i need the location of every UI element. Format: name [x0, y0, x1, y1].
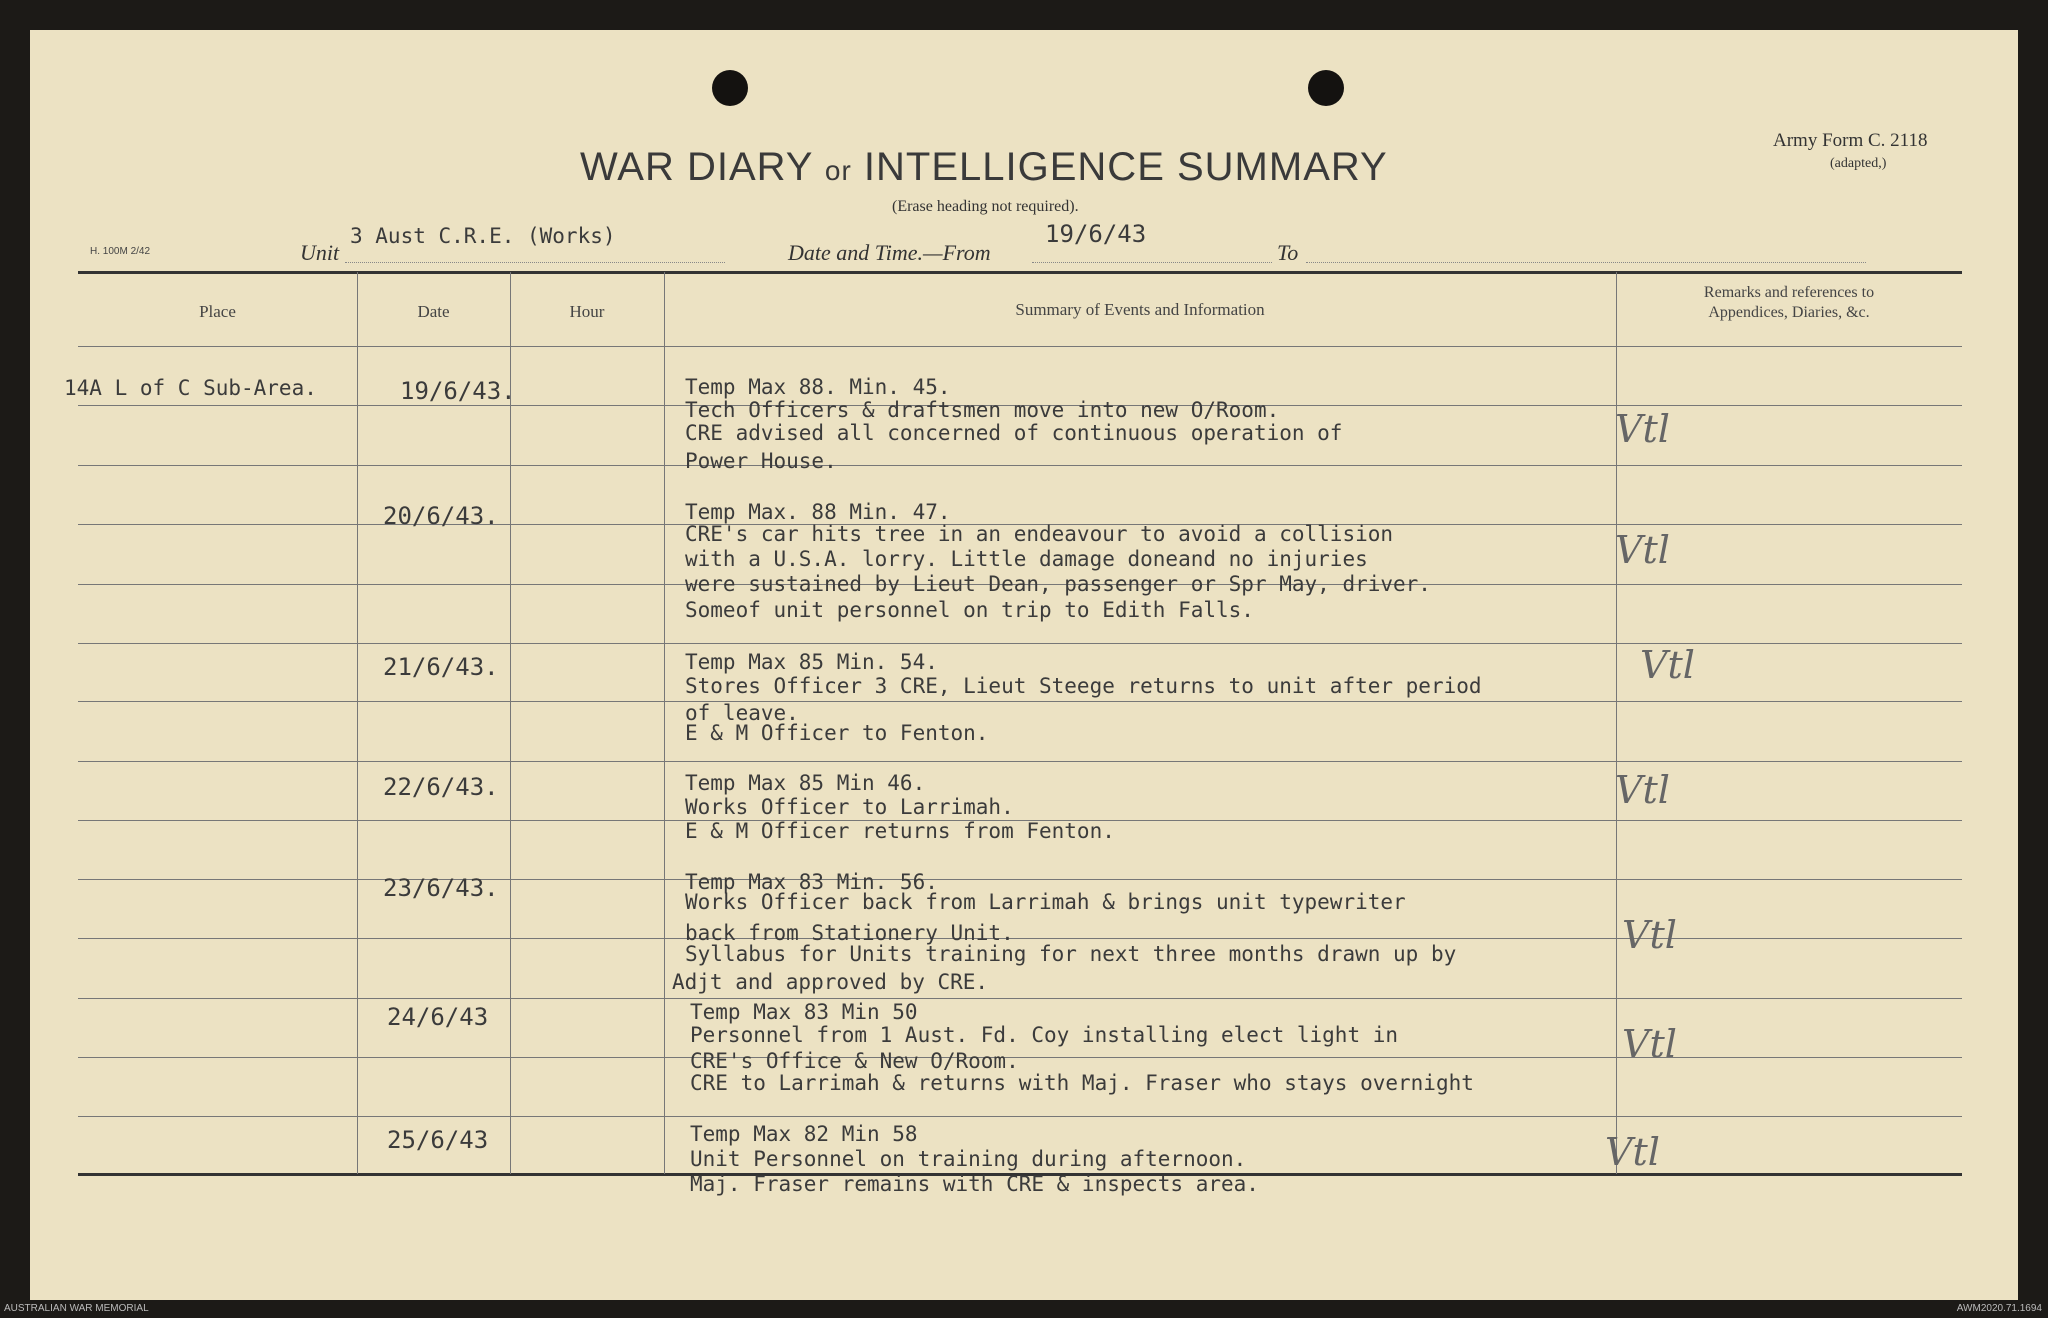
entry-line: with a U.S.A. lorry. Little damage doneand no injuries: [685, 547, 1368, 571]
row-rule: [78, 938, 1962, 939]
title-intelligence-summary: INTELLIGENCE SUMMARY: [863, 145, 1388, 189]
officer-initials: Vtl: [1615, 768, 1670, 812]
row-rule: [78, 465, 1962, 466]
row-rule: [78, 1116, 1962, 1117]
row-rule: [78, 761, 1962, 762]
entry-line: CRE's Office & New O/Room.: [690, 1049, 1019, 1073]
entry-line: Temp Max. 88 Min. 47.: [685, 500, 951, 524]
column-header-summary: Summary of Events and Information: [1015, 300, 1265, 319]
form-code: H. 100M 2/42: [90, 246, 151, 257]
officer-initials: Vtl: [1605, 1130, 1660, 1174]
diary-page: [30, 30, 2018, 1300]
entry-line: Temp Max 83 Min 50: [690, 1000, 918, 1024]
entry-date: 19/6/43.: [400, 377, 516, 405]
officer-initials: Vtl: [1640, 643, 1695, 687]
footer-archive-name: AUSTRALIAN WAR MEMORIAL: [4, 1303, 149, 1314]
date-from-value: 19/6/43: [1045, 220, 1147, 248]
unit-label: Unit: [300, 240, 340, 265]
erase-note: (Erase heading not required).: [892, 198, 1079, 215]
column-header-place: Place: [199, 302, 236, 321]
entry-line: E & M Officer to Fenton.: [685, 721, 989, 745]
row-rule: [78, 1057, 1962, 1058]
footer-accession-number: AWM2020.71.1694: [1956, 1303, 2042, 1314]
punch-hole-left: [712, 70, 748, 106]
officer-initials: Vtl: [1622, 1022, 1677, 1066]
entry-date: 21/6/43.: [383, 653, 499, 681]
entry-line: Adjt and approved by CRE.: [672, 970, 989, 994]
entry-line: Maj. Fraser remains with CRE & inspects area.: [690, 1172, 1259, 1196]
entry-line: Stores Officer 3 CRE, Lieut Steege returns to unit after period: [685, 674, 1482, 698]
column-divider-place-date: [357, 272, 358, 1174]
unit-value: 3 Aust C.R.E. (Works): [350, 224, 616, 248]
entry-line: Temp Max 88. Min. 45.: [685, 375, 951, 399]
entry-line: back from Stationery Unit.: [685, 921, 1014, 945]
row-rule: [78, 879, 1962, 880]
unit-dotted-line: [345, 262, 725, 263]
entry-date: 23/6/43.: [383, 874, 499, 902]
entry-date: 24/6/43: [387, 1003, 489, 1031]
table-top-rule: [78, 271, 1962, 274]
entry-line: Someof unit personnel on trip to Edith Falls.: [685, 598, 1254, 622]
entry-date: 25/6/43: [387, 1126, 489, 1154]
entry-line: Temp Max 83 Min. 56.: [685, 870, 938, 894]
header-bottom-rule: [78, 346, 1962, 347]
punch-hole-right: [1308, 70, 1344, 106]
army-form-adapted: (adapted,): [1830, 156, 1887, 171]
title-war-diary: WAR DIARY: [580, 145, 813, 189]
date-to-dotted-line: [1306, 262, 1866, 263]
date-label: Date and Time.—From: [788, 240, 991, 265]
page-title: [580, 145, 1388, 190]
column-header-remarks-line1: Remarks and references to: [1703, 284, 1875, 301]
entry-line: Temp Max 82 Min 58: [690, 1122, 918, 1146]
entry-line: Works Officer to Larrimah.: [685, 795, 1014, 819]
column-header-hour: Hour: [569, 302, 605, 321]
title-or: or: [824, 155, 852, 186]
entry-date: 22/6/43.: [383, 773, 499, 801]
officer-initials: Vtl: [1615, 407, 1670, 451]
entry-line: Personnel from 1 Aust. Fd. Coy installing elect light in: [690, 1023, 1399, 1047]
entry-line: Unit Personnel on training during afternoon.: [690, 1147, 1247, 1171]
column-divider-date-hour: [510, 272, 511, 1174]
place-cell: 14A L of C Sub-Area.: [64, 376, 317, 400]
entry-line: CRE advised all concerned of continuous operation of: [685, 421, 1343, 445]
officer-initials: Vtl: [1615, 528, 1670, 572]
entry-line: Temp Max 85 Min. 54.: [685, 650, 938, 674]
entry-line: Syllabus for Units training for next three months drawn up by: [685, 942, 1457, 966]
entry-line: E & M Officer returns from Fenton.: [685, 819, 1115, 843]
column-header-date: Date: [417, 302, 450, 321]
entry-line: CRE's car hits tree in an endeavour to avoid a collision: [685, 522, 1394, 546]
to-label: To: [1277, 240, 1299, 265]
entry-line: of leave.: [685, 701, 799, 725]
entry-line: Temp Max 85 Min 46.: [685, 771, 926, 795]
officer-initials: Vtl: [1622, 913, 1677, 957]
row-rule: [78, 701, 1962, 702]
army-form-number: Army Form C. 2118: [1773, 130, 1928, 151]
entry-date: 20/6/43.: [383, 502, 499, 530]
column-divider-hour-summary: [664, 272, 665, 1174]
entry-line: Power House.: [685, 449, 837, 473]
column-header-remarks-line2: Appendices, Diaries, &c.: [1708, 304, 1870, 321]
entry-line: Works Officer back from Larrimah & brings unit typewriter: [685, 890, 1406, 914]
entry-line: were sustained by Lieut Dean, passenger or Spr May, driver.: [685, 572, 1431, 596]
row-rule: [78, 998, 1962, 999]
date-from-dotted-line: [1032, 262, 1272, 263]
entry-line: Tech Officers & draftsmen move into new O/Room.: [685, 398, 1280, 422]
entry-line: CRE to Larrimah & returns with Maj. Fraser who stays overnight: [690, 1071, 1474, 1095]
